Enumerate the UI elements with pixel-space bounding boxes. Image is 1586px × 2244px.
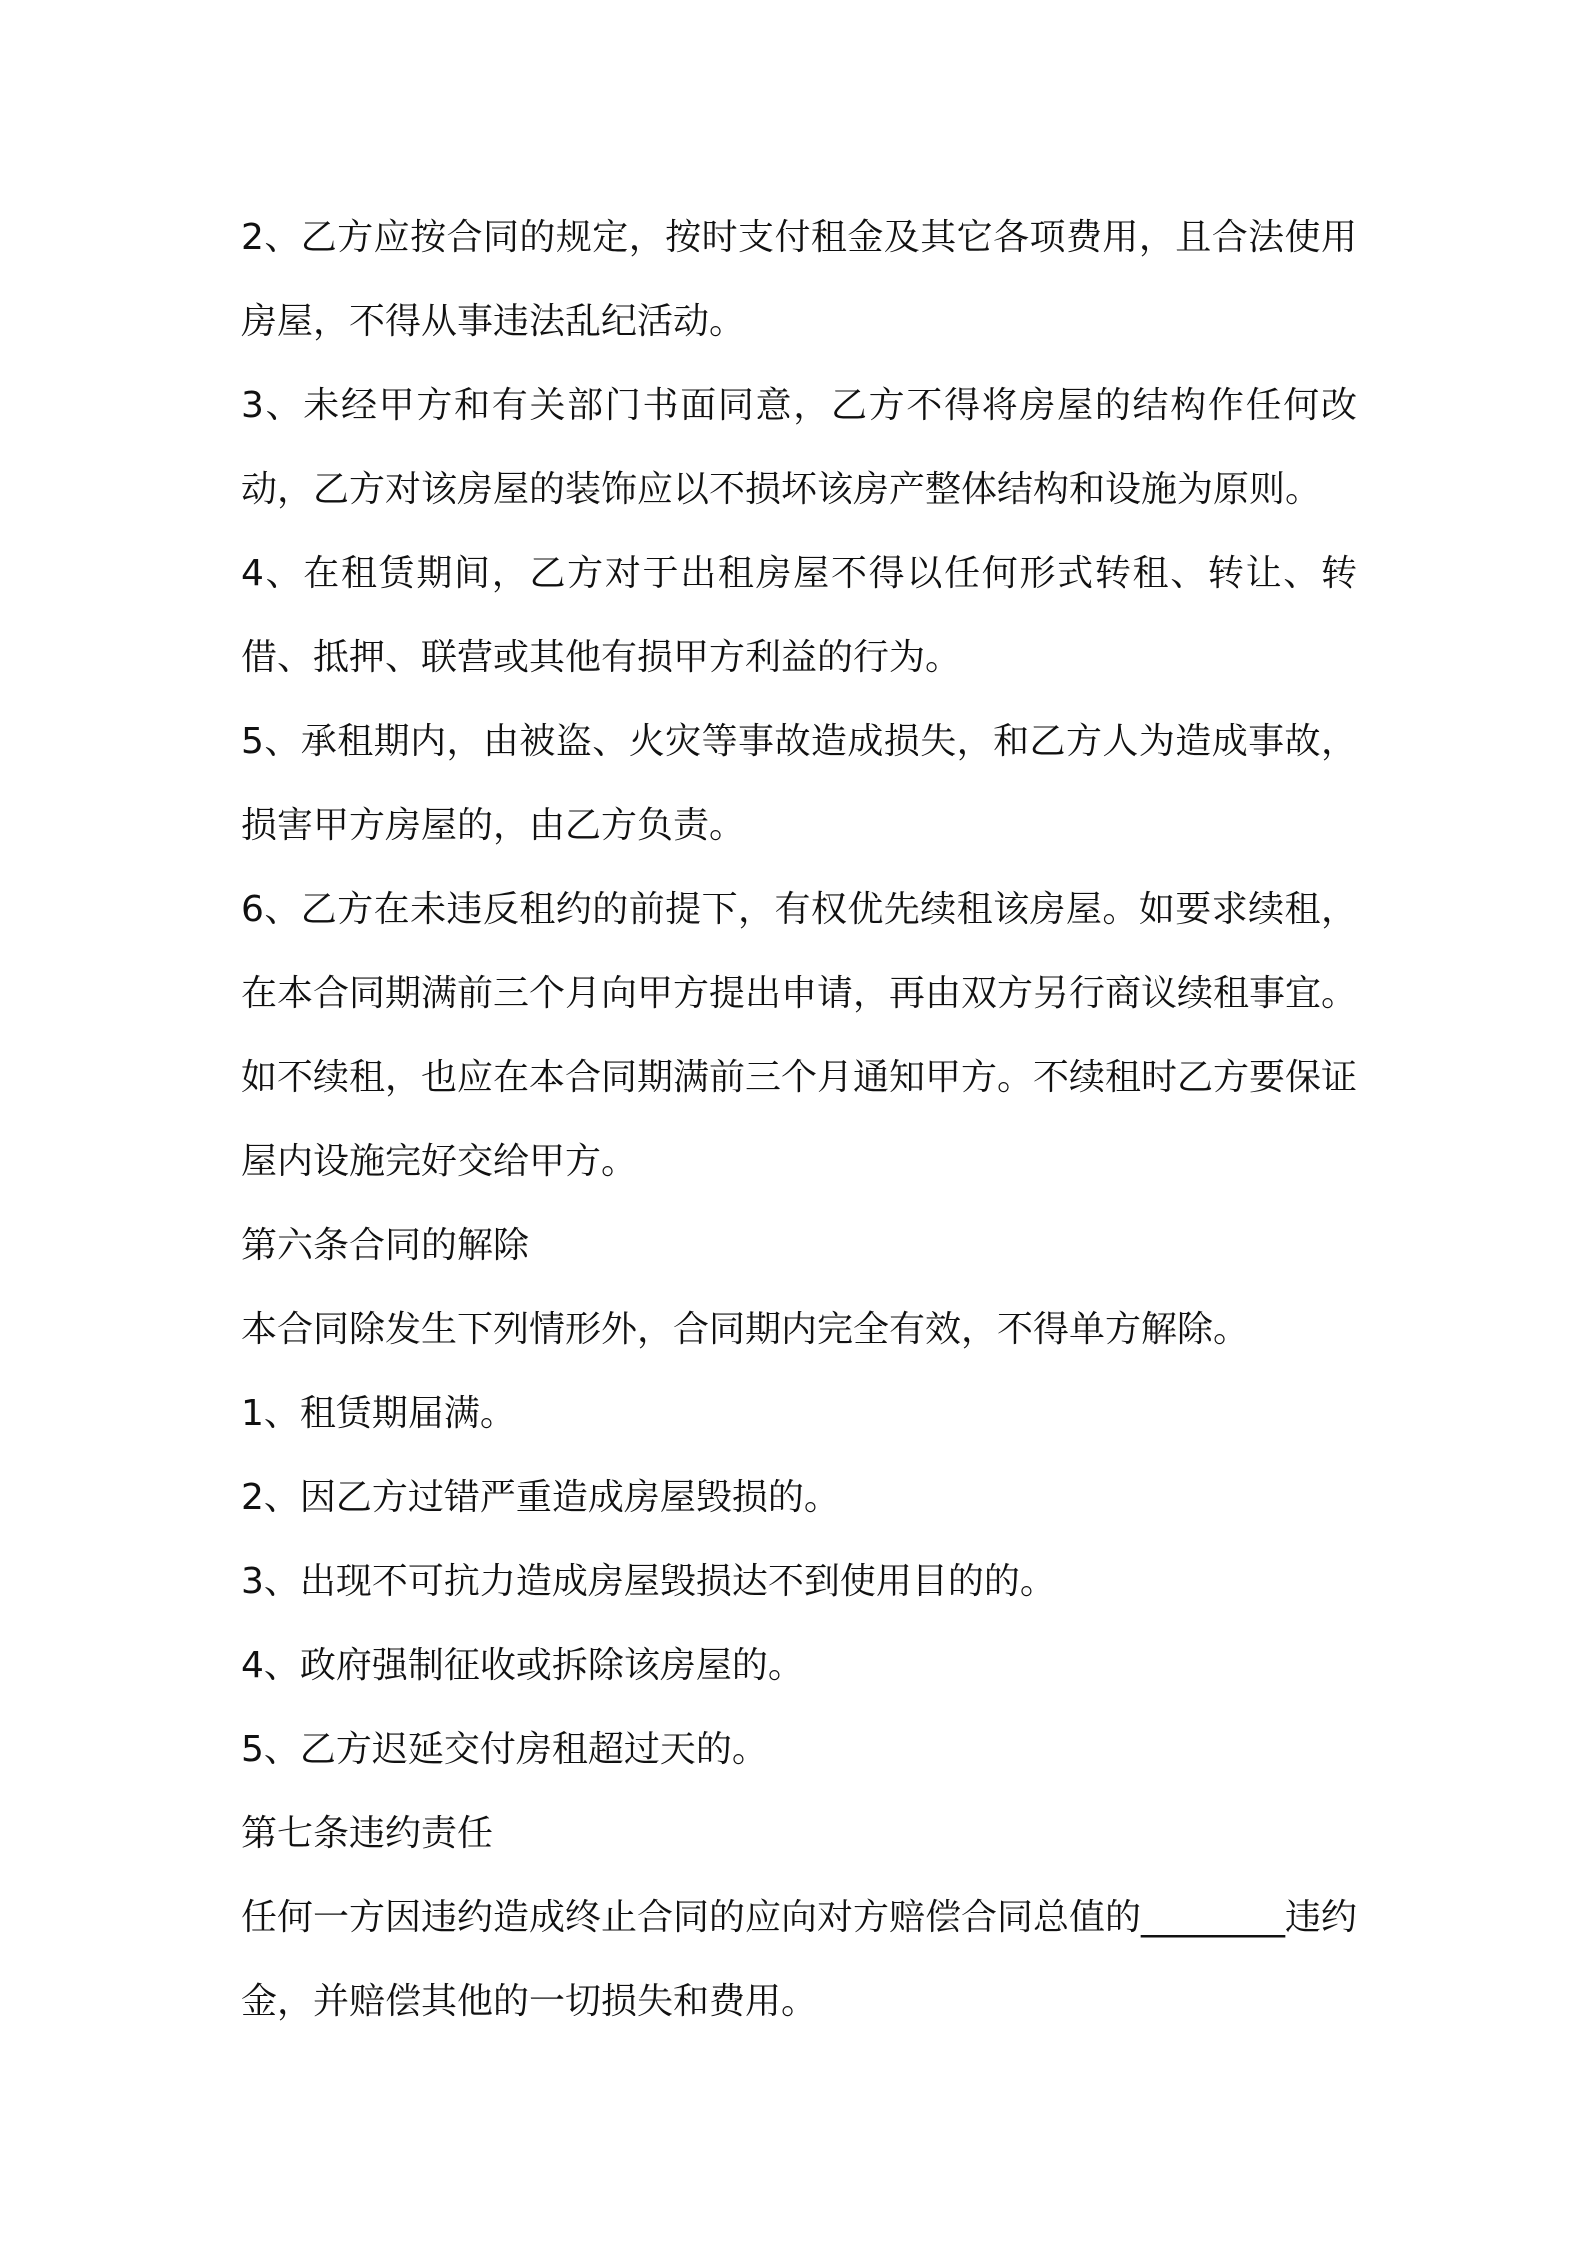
document-page: [241, 196, 1357, 2044]
termination-item-5: 5、乙方迟延交付房租超过天的。: [241, 1729, 768, 1770]
clause-4-paragraph: 4、在租赁期间，乙方对于出租房屋不得以任何形式转租、转让、转借、抵押、联营或其他有损甲方利益的行为。: [241, 553, 1357, 678]
termination-item-4: 4、政府强制征收或拆除该房屋的。: [241, 1645, 804, 1686]
clause-6-paragraph: 6、乙方在未违反租约的前提下，有权优先续租该房屋。如要求续租，在本合同期满前三个月向甲方提出申请，再由双方另行商议续租事宜。如不续租，也应在本合同期满前三个月通知甲方。不续租时乙方要保证屋内设施完好交给甲方。: [241, 889, 1358, 1182]
clause-3-paragraph: 3、未经甲方和有关部门书面同意，乙方不得将房屋的结构作任何改动，乙方对该房屋的装饰应以不损坏该房产整体结构和设施为原则。: [241, 385, 1357, 510]
termination-item-2: 2、因乙方过错严重造成房屋毁损的。: [241, 1477, 840, 1518]
termination-item-3: 3、出现不可抗力造成房屋毁损达不到使用目的的。: [241, 1561, 1056, 1602]
section-6-heading: 第六条合同的解除: [241, 1225, 530, 1266]
liability-paragraph: 任何一方因违约造成终止合同的应向对方赔偿合同总值的________违约金，并赔偿其他的一切损失和费用。: [241, 1897, 1358, 2022]
clause-5-paragraph: 5、承租期内，由被盗、火灾等事故造成损失，和乙方人为造成事故，损害甲方房屋的，由乙方负责。: [241, 721, 1357, 846]
termination-item-1: 1、租赁期届满。: [241, 1393, 516, 1434]
termination-intro-paragraph: 本合同除发生下列情形外，合同期内完全有效，不得单方解除。: [241, 1309, 1250, 1350]
section-7-heading: 第七条违约责任: [241, 1813, 494, 1854]
clause-2-paragraph: 2、乙方应按合同的规定，按时支付租金及其它各项费用，且合法使用房屋，不得从事违法乱纪活动。: [241, 217, 1357, 342]
